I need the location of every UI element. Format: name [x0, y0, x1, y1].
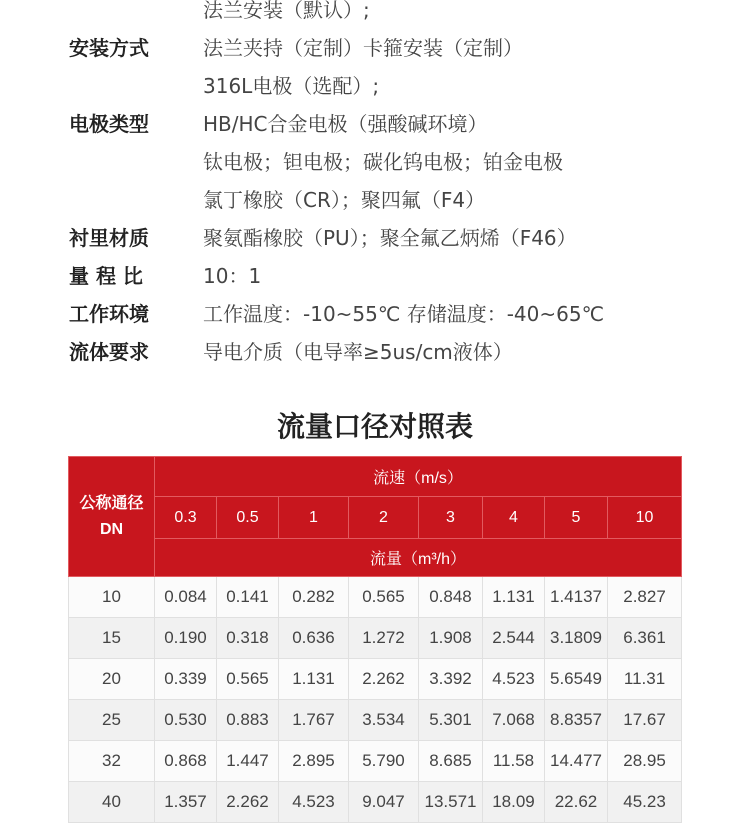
velocity-value: 5 [545, 497, 608, 539]
dn-cell: 20 [69, 659, 155, 700]
velocity-value: 1 [279, 497, 349, 539]
flow-cell: 2.262 [349, 659, 419, 700]
table-row [69, 741, 682, 782]
flow-header: 流量（m³/h） [155, 539, 682, 577]
flow-cell: 4.523 [483, 659, 545, 700]
flow-cell: 9.047 [349, 782, 419, 823]
flow-cell: 1.131 [483, 577, 545, 618]
flow-diameter-table [68, 456, 682, 823]
flow-cell: 0.565 [349, 577, 419, 618]
spec-value: 法兰夹持（定制）卡箍安装（定制） [203, 36, 523, 60]
spec-value: HB/HC合金电极（强酸碱环境） [203, 112, 488, 136]
spec-label-range: 量 程 比 [69, 264, 143, 288]
velocity-value: 4 [483, 497, 545, 539]
spec-row-environment [0, 300, 750, 338]
flow-cell: 1.447 [217, 741, 279, 782]
spec-row-install [0, 34, 750, 72]
spec-row-electrode-3 [0, 186, 750, 224]
dn-cell: 32 [69, 741, 155, 782]
flow-cell: 3.1809 [545, 618, 608, 659]
spec-value: 导电介质（电导率≥5us/cm液体） [203, 340, 513, 364]
flow-cell: 1.357 [155, 782, 217, 823]
flow-cell: 8.8357 [545, 700, 608, 741]
flow-cell: 11.58 [483, 741, 545, 782]
velocity-value: 0.3 [155, 497, 217, 539]
flow-cell: 6.361 [608, 618, 682, 659]
spec-row-lining [0, 224, 750, 262]
table-row [69, 782, 682, 823]
velocity-value: 0.5 [217, 497, 279, 539]
dn-header [69, 457, 155, 577]
dn-header-line1: 公称通径 [79, 494, 144, 512]
flow-cell: 18.09 [483, 782, 545, 823]
flow-cell: 8.685 [419, 741, 483, 782]
spec-value: 工作温度：-10~55℃ 存储温度：-40~65℃ [203, 302, 605, 326]
flow-cell: 0.190 [155, 618, 217, 659]
spec-label-fluid: 流体要求 [69, 340, 149, 364]
flow-cell: 5.790 [349, 741, 419, 782]
spec-label-lining: 衬里材质 [69, 226, 149, 250]
dn-cell: 10 [69, 577, 155, 618]
spec-row-range [0, 262, 750, 300]
flow-cell: 2.262 [217, 782, 279, 823]
dn-cell: 40 [69, 782, 155, 823]
spec-label-install: 安装方式 [69, 36, 149, 60]
flow-cell: 4.523 [279, 782, 349, 823]
flow-cell: 0.339 [155, 659, 217, 700]
dn-cell: 25 [69, 700, 155, 741]
flow-cell: 45.23 [608, 782, 682, 823]
spec-value: 10：1 [203, 264, 262, 288]
spec-row-fluid [0, 338, 750, 376]
table-body [69, 577, 682, 823]
velocity-values-row [69, 497, 682, 539]
flow-cell: 5.6549 [545, 659, 608, 700]
spec-row-mount-default [0, 0, 750, 34]
flow-cell: 2.895 [279, 741, 349, 782]
spec-label-environment: 工作环境 [69, 302, 149, 326]
flow-cell: 17.67 [608, 700, 682, 741]
spec-row-install-2 [0, 72, 750, 110]
dn-cell: 15 [69, 618, 155, 659]
spec-value: 氯丁橡胶（CR）；聚四氟（F4） [203, 188, 486, 212]
flow-cell: 0.565 [217, 659, 279, 700]
flow-cell: 0.141 [217, 577, 279, 618]
flow-cell: 0.883 [217, 700, 279, 741]
spec-value: 316L电极（选配）; [203, 74, 380, 98]
flow-cell: 13.571 [419, 782, 483, 823]
spec-value: 钛电极；钽电极；碳化钨电极；铂金电极 [203, 150, 563, 174]
flow-cell: 22.62 [545, 782, 608, 823]
spec-value: 聚氨酯橡胶（PU）；聚全氟乙炳烯（F46） [203, 226, 577, 250]
spec-label-electrode: 电极类型 [69, 112, 149, 136]
dn-header-line2: DN [99, 520, 124, 538]
flow-cell: 28.95 [608, 741, 682, 782]
flow-cell: 1.767 [279, 700, 349, 741]
flow-cell: 0.868 [155, 741, 217, 782]
table-row [69, 618, 682, 659]
table-row [69, 700, 682, 741]
table-row [69, 659, 682, 700]
flow-cell: 14.477 [545, 741, 608, 782]
velocity-header: 流速（m/s） [155, 457, 682, 497]
flow-cell: 1.4137 [545, 577, 608, 618]
flow-cell: 0.318 [217, 618, 279, 659]
flow-cell: 5.301 [419, 700, 483, 741]
flow-cell: 0.282 [279, 577, 349, 618]
flow-cell: 0.084 [155, 577, 217, 618]
flow-cell: 2.544 [483, 618, 545, 659]
flow-cell: 0.848 [419, 577, 483, 618]
flow-cell: 7.068 [483, 700, 545, 741]
spec-row-electrode-2 [0, 148, 750, 186]
flow-cell: 0.636 [279, 618, 349, 659]
flow-cell: 1.908 [419, 618, 483, 659]
spec-row-electrode [0, 110, 750, 148]
velocity-value: 2 [349, 497, 419, 539]
flow-cell: 0.530 [155, 700, 217, 741]
velocity-value: 3 [419, 497, 483, 539]
flow-cell: 3.534 [349, 700, 419, 741]
table-title: 流量口径对照表 [276, 410, 473, 443]
table-row [69, 577, 682, 618]
flow-cell: 1.131 [279, 659, 349, 700]
velocity-value: 10 [608, 497, 682, 539]
spec-value: 法兰安装（默认）; [203, 0, 370, 22]
flow-cell: 1.272 [349, 618, 419, 659]
flow-cell: 11.31 [608, 659, 682, 700]
flow-cell: 3.392 [419, 659, 483, 700]
flow-cell: 2.827 [608, 577, 682, 618]
